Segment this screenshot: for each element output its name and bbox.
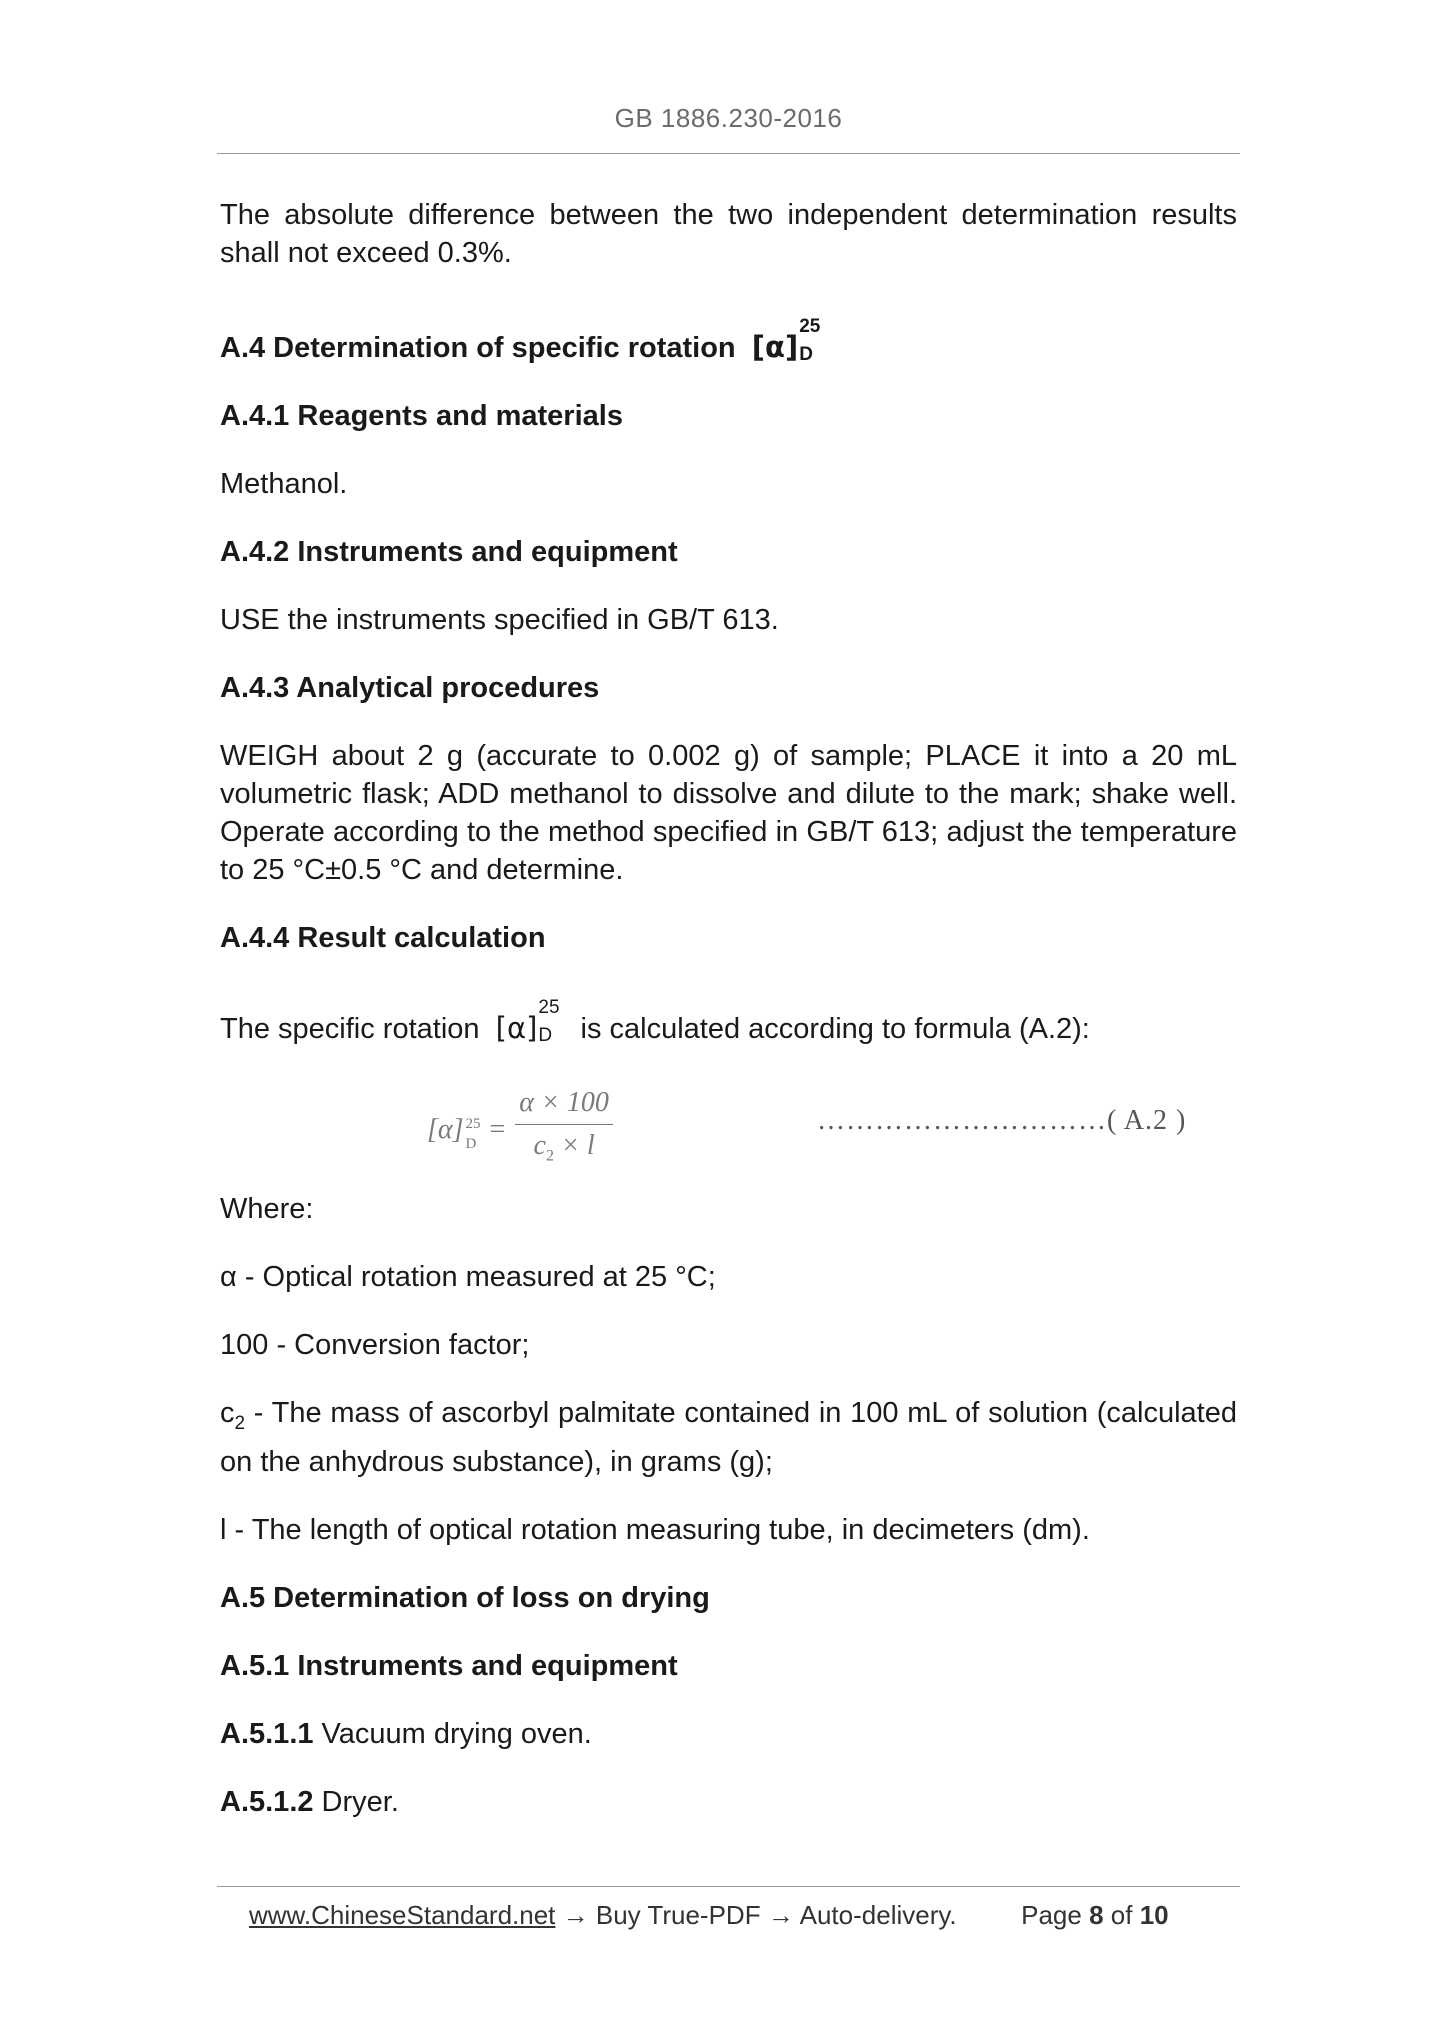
formula-fraction: [515, 1084, 613, 1176]
text-rotation-intro: [220, 997, 1237, 1048]
rotation-sub: D: [799, 344, 813, 365]
header-doc-id: GB 1886.230-2016: [614, 103, 843, 133]
intro-rotation-scripts: [538, 997, 564, 1046]
intro-rotation-sup: 25: [538, 997, 560, 1018]
footer-buy: Buy True-PDF: [595, 1900, 761, 1930]
heading-a43: A.4.3 Analytical procedures: [220, 672, 600, 704]
rotation-intro-pre: The specific rotation: [220, 1013, 480, 1045]
formula-den-rest: × l: [553, 1130, 595, 1161]
formula-equals: =: [489, 1113, 506, 1145]
item-a512: [220, 1783, 1237, 1821]
footer-link[interactable]: www.ChineseStandard.net: [249, 1900, 556, 1930]
heading-a5: A.5 Determination of loss on drying: [220, 1581, 710, 1614]
heading-a42: A.4.2 Instruments and equipment: [220, 536, 678, 568]
heading-a51: A.5.1 Instruments and equipment: [220, 1649, 678, 1682]
footer-page-label: Page: [1021, 1900, 1082, 1930]
item-a511-text: Vacuum drying oven.: [313, 1717, 592, 1750]
rotation-sup: 25: [799, 316, 821, 337]
formula-lhs-scripts: [464, 1115, 486, 1152]
footer-auto: Auto-delivery.: [799, 1900, 957, 1930]
definition-c2-symbol: c: [220, 1397, 235, 1429]
formula-leader: [817, 1102, 1186, 1140]
footer-page-total: 10: [1139, 1900, 1169, 1930]
definition-c2: [220, 1394, 1237, 1481]
formula-lhs: [α]: [427, 1113, 464, 1145]
document-body: [220, 196, 1237, 1821]
definition-c2-sub: 2: [234, 1412, 246, 1434]
formula-a2: [220, 1080, 1237, 1170]
definition-l: l - The length of optical rotation measuring tube, in decimeters (dm).: [220, 1513, 1090, 1546]
formula-sub: D: [465, 1135, 477, 1152]
intro-rotation-symbol: [α]: [495, 1011, 538, 1045]
item-a512-text: Dryer.: [313, 1785, 399, 1818]
header-rule: [217, 153, 1240, 154]
text-where: Where:: [220, 1193, 314, 1225]
footer-rule: [217, 1886, 1240, 1887]
text-instruments: USE the instruments specified in GB/T 613.: [220, 604, 779, 636]
formula-numerator: α × 100: [515, 1084, 613, 1125]
footer-page-number: 8: [1089, 1900, 1104, 1930]
heading-a44: A.4.4 Result calculation: [220, 922, 546, 954]
formula-expression: [427, 1084, 613, 1176]
footer-of-label: of: [1110, 1900, 1133, 1930]
formula-denominator: [534, 1125, 595, 1176]
text-procedures: WEIGH about 2 g (accurate to 0.002 g) of sample; PLACE it into a 20 mL volumetric flask; ADD methanol to dissolve and dilute to the mark; shake well. Operate according to the method specified in GB/T 613; adjust the temperature to 25 °C±0.5 °C and determine.: [220, 740, 1237, 886]
formula-label: ( A.2 ): [1107, 1105, 1187, 1136]
paragraph-difference: The absolute difference between the two independent determination results shall not exceed 0.3%.: [220, 199, 1237, 269]
definition-c2-text: - The mass of ascorbyl palmitate contained in 100 mL of solution (calculated on the anhydrous substance), in grams (g);: [220, 1397, 1237, 1478]
formula-den-var: c: [533, 1130, 546, 1161]
item-a511: [220, 1715, 1237, 1753]
rotation-intro-post: is calculated according to formula (A.2):: [580, 1013, 1090, 1045]
rotation-scripts: [799, 316, 825, 365]
rotation-symbol: [α]: [751, 330, 799, 364]
heading-a4-title: A.4 Determination of specific rotation: [220, 332, 736, 364]
arrow-icon: →: [562, 1900, 589, 1930]
text-methanol: Methanol.: [220, 468, 348, 500]
intro-rotation-sub: D: [538, 1025, 553, 1046]
definition-alpha: α - Optical rotation measured at 25 °C;: [220, 1261, 716, 1293]
formula-sup: 25: [465, 1115, 481, 1132]
formula-dots: …………………………: [817, 1105, 1107, 1136]
heading-a41: A.4.1 Reagents and materials: [220, 400, 623, 432]
definition-100: 100 - Conversion factor;: [220, 1329, 530, 1361]
item-a512-number: A.5.1.2: [220, 1785, 314, 1818]
footer: [249, 1900, 1169, 1931]
formula-den-sub: 2: [545, 1147, 554, 1165]
arrow-icon: →: [767, 1900, 794, 1930]
item-a511-number: A.5.1.1: [220, 1717, 314, 1750]
heading-a4: [220, 316, 1237, 367]
